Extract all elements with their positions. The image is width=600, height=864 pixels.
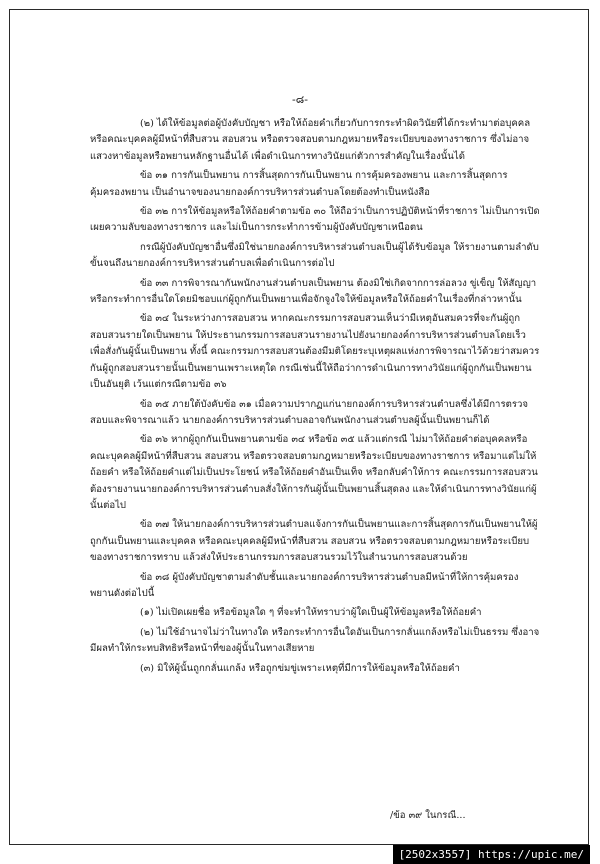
paragraph: กรณีผู้บังคับบัญชาอื่นซึ่งมิใช่นายกองค์การบริหารส่วนตำบลเป็นผู้ได้รับข้อมูล ให้รายงานตามลำดับขั้นจนถึงนายกองค์การบริหารส่วนตำบลเพื่อดำเนินการต่อไป [90, 241, 539, 270]
continuation-note: /ข้อ ๓๙ ในกรณี... [390, 810, 466, 821]
list-item: (๓) มิให้ผู้นั้นถูกกลั่นแกล้ง หรือถูกข่มขู่เพราะเหตุที่มีการให้ข้อมูลหรือให้ถ้อยคำ [140, 662, 460, 674]
paragraph: ข้อ ๓๕ ภายใต้บังคับข้อ ๓๑ เมื่อความปรากฏแก่นายกองค์การบริหารส่วนตำบลซึ่งได้มีการตรวจสอบและพิจารณาแล้ว นายกองค์การบริหารส่วนตำบลอาจกันพนักงานส่วนตำบลผู้นั้นเป็นพยานก็ได้ [90, 398, 528, 426]
page-number: -๘- [292, 93, 308, 106]
image-source-footer: [2502x3557] https://upic.me/ [393, 845, 590, 864]
paragraph: ข้อ ๓๓ การพิจารณากันพนักงานส่วนตำบลเป็นพยาน ต้องมิใช่เกิดจากการล่อลวง ขู่เข็ญ ให้สัญญา หรือกระทำการอื่นใดโดยมิชอบแก่ผู้ถูกกันเป็นพยานเพื่อจักจูงใจให้ข้อมูลหรือให้ถ้อยคำในเรื่องที่กล่าวหานั้น [90, 277, 537, 306]
paragraph: ข้อ ๓๘ ผู้บังคับบัญชาตามลำดับชั้นและนายกองค์การบริหารส่วนตำบลมีหน้าที่ให้การคุ้มครองพยานดังต่อไปนี้ [90, 571, 519, 599]
paragraph: ข้อ ๓๑ การกันเป็นพยาน การสิ้นสุดการกันเป็นพยาน การคุ้มครองพยาน และการสิ้นสุดการคุ้มครองพยาน เป็นอำนาจของนายกองค์การบริหารส่วนตำบลโดยต้องทำเป็นหนังสือ [90, 170, 508, 198]
paragraph: ข้อ ๓๗ ให้นายกองค์การบริหารส่วนตำบลแจ้งการกันเป็นพยานและการสิ้นสุดการกันเป็นพยานให้ผู้ถูกกันเป็นพยานและบุคคล หรือคณะบุคคลผู้มีหน้าที่สืบสวน สอบสวน หรือตรวจสอบตามกฎหมายหรือระเบียบของทางราชการทราบ แล้วส่งให้ประธานกรรมการสอบสวนรวมไว้ในสำนวนการสอบสวนด้วย [90, 519, 538, 564]
paragraph: ข้อ ๓๔ ในระหว่างการสอบสวน หากคณะกรรมการสอบสวนเห็นว่ามีเหตุอันสมควรที่จะกันผู้ถูกสอบสวนรายใดเป็นพยาน ให้ประธานกรรมการสอบสวนรายงานไปยังนายกองค์การบริหารส่วนตำบลโดยเร็วเพื่อสั่งกันผู้นั้นเป็นพยาน ทั้งนี้ คณะกรรมการสอบสวนต้องมีมติโดยระบุเหตุผลแห่งการพิจารณาไว้ด้วยว่าสมควรกันผู้ถูกสอบสวนรายนั้นเป็นพยานเพราะเหตุใด กรณีเช่นนี้ให้ถือว่าการดำเนินการทางวินัยแก่ผู้ถูกกันเป็นพยานเป็นอันยุติ เว้นแต่กรณีตามข้อ ๓๖ [90, 313, 540, 391]
list-item: (๒) ไม่ใช้อำนาจไม่ว่าในทางใด หรือกระทำการอื่นใดอันเป็นการกลั่นแกล้งหรือไม่เป็นธรรม ซึ่งอาจมีผลทำให้กระทบสิทธิหรือหน้าที่ของผู้นั้นในทางเสียหาย [90, 626, 540, 655]
document-body [90, 116, 540, 680]
paragraph: (๒) ได้ให้ข้อมูลต่อผู้บังคับบัญชา หรือให้ถ้อยคำเกี่ยวกับการกระทำผิดวินัยที่ได้กระทำมาต่อบุคคลหรือคณะบุคคลผู้มีหน้าที่สืบสวน สอบสวน หรือตรวจสอบตามกฎหมายหรือระเบียบของทางราชการ ซึ่งไม่อาจแสวงหาข้อมูลหรือพยานหลักฐานอื่นได้ เพื่อดำเนินการทางวินัยแก่ตัวการสำคัญในเรื่องนั้นได้ [90, 118, 531, 162]
paragraph: ข้อ ๓๖ หากผู้ถูกกันเป็นพยานตามข้อ ๓๔ หรือข้อ ๓๕ แล้วแต่กรณี ไม่มาให้ถ้อยคำต่อบุคคลหรือคณะบุคคลผู้มีหน้าที่สืบสวน สอบสวน หรือตรวจสอบตามกฎหมายหรือระเบียบของทางราชการ หรือมาแต่ไม่ให้ถ้อยคำ หรือให้ถ้อยคำแต่ไม่เป็นประโยชน์ หรือให้ถ้อยคำอันเป็นเท็จ หรือกลับคำให้การ คณะกรรมการสอบสวนต้องรายงานนายกองค์การบริหารส่วนตำบลสั่งให้การกันผู้นั้นเป็นพยานสิ้นสุดลง และให้ดำเนินการทางวินัยแก่ผู้นั้นต่อไป [90, 434, 538, 511]
paragraph: ข้อ ๓๒ การให้ข้อมูลหรือให้ถ้อยคำตามข้อ ๓๐ ให้ถือว่าเป็นการปฏิบัติหน้าที่ราชการ ไม่เป็นการเปิดเผยความลับของทางราชการ และไม่เป็นการกระทำการข้ามผู้บังคับบัญชาเหนือตน [90, 206, 540, 234]
list-item: (๑) ไม่เปิดเผยชื่อ หรือข้อมูลใด ๆ ที่จะทำให้ทราบว่าผู้ใดเป็นผู้ให้ข้อมูลหรือให้ถ้อยคำ [140, 607, 482, 619]
